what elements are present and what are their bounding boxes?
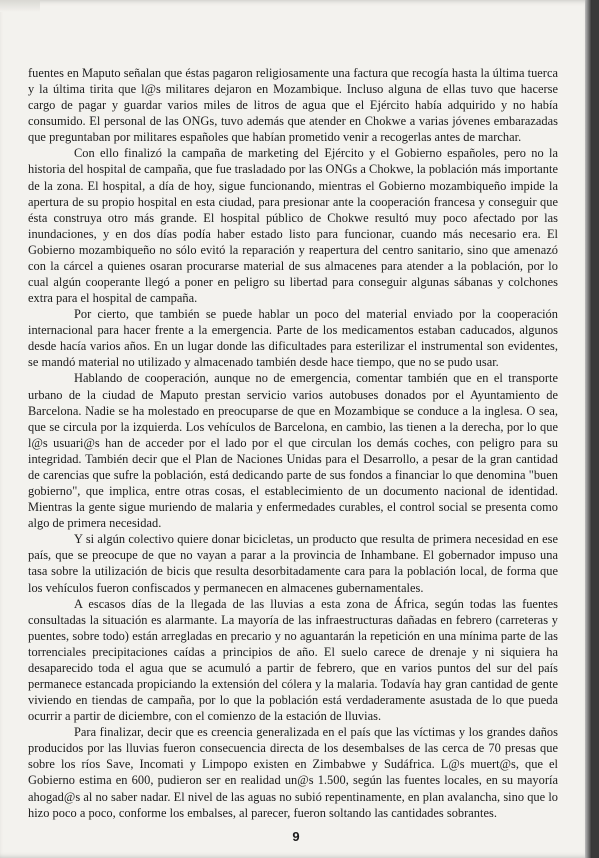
article-paragraph-2: Con ello finalizó la campaña de marketing del Ejército y el Gobierno españoles, pero no la historia del hospital de campaña, que fue trasladado por las ONGs a Chokwe, la población más importante de la zona. El hospital, a día de hoy, sigue funcionando, mientras el Gobierno mozambiqueño impide la apertura de su propio hospital en esta ciudad, para presionar ante la cooperación francesa y conseguir que ésta construya otro más grande. El hospital público de Chokwe resultó muy poco afectado por las inundaciones, y en dos días podía haber estado listo para funcionar, cuando más necesario era. El Gobierno mozambiqueño no sólo evitó la reparación y reapertura del centro sanitario, sino que amenazó con la cárcel a quienes osaran procurarse material de sus almacenes para atender a la población, por lo cual algún cooperante llegó a poner en peligro su libertad para conseguir algunas sábanas y colchones extra para el hospital de campaña. (28, 146, 558, 306)
article-paragraph-5: Y si algún colectivo quiere donar bicicletas, un producto que resulta de primera necesidad en ese país, que se preocupe de que no vayan a parar a la provincia de Inhambane. El gobernador impuso una tasa sobre la utilización de bicis que resulta desorbitadamente cara para la población local, de forma que los vehículos fueron confiscados y permanecen en almacenes gubernamentales. (28, 532, 558, 595)
page-edge-shadow (585, 0, 592, 858)
article-paragraph-4: Hablando de cooperación, aunque no de emergencia, comentar también que en el transporte urbano de la ciudad de Maputo prestan servicio varios autobuses donados por el Ayuntamiento de Barcelona. Nadie se ha molestado en preocuparse de que en Mozambique se conduce a la inglesa. O sea, que se circula por la izquierda. Los vehículos de Barcelona, en cambio, las tienen a la derecha, por lo que l@s usuari@s han de acceder por el lado por el que circulan los demás coches, con peligro para su integridad. También decir que el Plan de Naciones Unidas para el Desarrollo, a pesar de la gran cantidad de carencias que sufre la población, está dedicando parte de sus fondos a financiar lo que denomina "buen gobierno", que implica, entre otras cosas, el establecimiento de un documento nacional de identidad. Mientras la gente sigue muriendo de malaria y enfermedades curables, el control social se presenta como algo de primera necesidad. (28, 371, 558, 531)
article-paragraph-1: fuentes en Maputo señalan que éstas pagaron religiosamente una factura que recogía hasta la última tuerca y la última tirita que l@s militares dejaron en Mozambique. Incluso alguna de ellas tuvo que hacerse cargo de pagar y guardar varios miles de litros de agua que el Ejército había adquirido y no había consumido. El personal de las ONGs, tuvo además que atender en Chokwe a varias jóvenes embarazadas que preguntaban por militares españoles que habían prometido venir a recogerlas antes de marchar. (28, 66, 558, 145)
article-paragraph-3: Por cierto, que también se puede hablar un poco del material enviado por la cooperación internacional para hacer frente a la emergencia. Parte de los medicamentos estaban caducados, algunos desde hacía varios años. En un lugar donde las dificultades para esterilizar el instrumental son evidentes, se mandó material no utilizado y almacenado también desde hace tiempo, que no se pudo usar. (28, 307, 558, 370)
article-body (28, 65, 558, 821)
article-paragraph-6: A escasos días de la llegada de las lluvias a esta zona de África, según todas las fuentes consultadas la situación es alarmante. La mayoría de las infraestructuras dañadas en febrero (carreteras y puentes, sobre todo) están arregladas en precario y no aguantarán la repetición en una mínima parte de las torrenciales precipitaciones caídas a principios de año. El suelo carece de drenaje y ni siquiera ha desaparecido toda el agua que se acumuló a partir de febrero, que en varios puntos del sur del país permanece estancada propiciando la extensión del cólera y la malaria. Todavía hay gran cantidad de gente viviendo en tiendas de campaña, por lo que la población está verdaderamente asustada de lo que pueda ocurrir a partir de diciembre, con el comienzo de la estación de lluvias. (28, 596, 558, 724)
article-paragraph-7: Para finalizar, decir que es creencia generalizada en el país que las víctimas y los grandes daños producidos por las lluvias fueron consecuencia directa de los desembalses de las cerca de 70 presas que sobre los ríos Save, Incomati y Limpopo existen en Zimbabwe y Sudáfrica. L@s muert@s, que el Gobierno estima en 600, pudieron ser en realidad un@s 1.500, según las fuentes locales, en su mayoría ahogad@s al no saber nadar. El nivel de las aguas no subió repentinamente, en plan avalancha, sino que lo hizo poco a poco, conforme los embalses, al parecer, fueron soltando las cantidades sobrantes. (28, 725, 558, 820)
page-corner-shadow (0, 0, 40, 12)
page-number: 9 (292, 829, 300, 844)
